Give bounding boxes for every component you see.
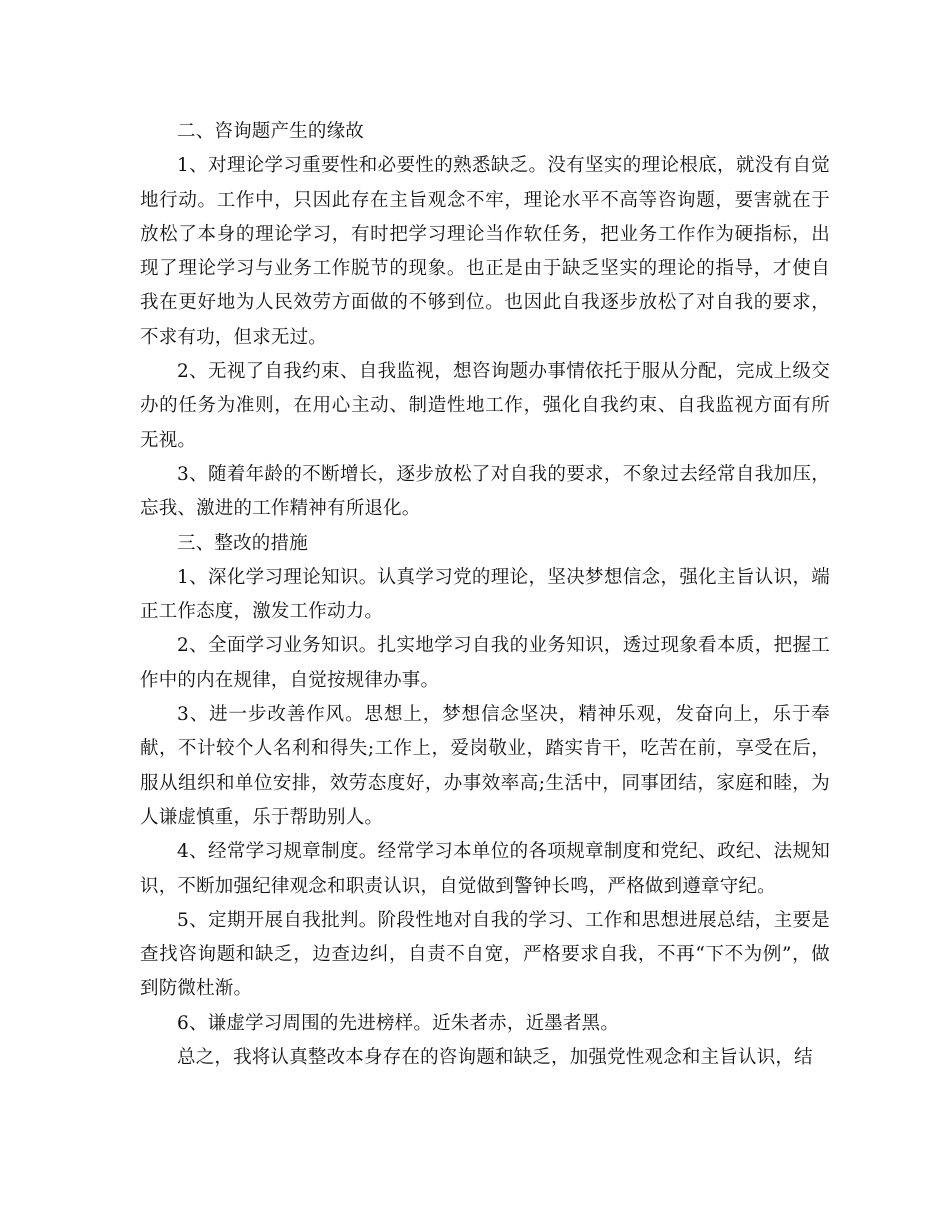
paragraph-measure-6: 6、谦虚学习周围的先进榜样。近朱者赤，近墨者黑。 <box>177 1012 620 1034</box>
paragraph-cause-3: 3、随着年龄的不断增长，逐步放松了对自我的要求，不象过去经常自我加压，忘我、激进的工作精神有所退化。 <box>140 463 830 520</box>
paragraph-cause-1: 1、对理论学习重要性和必要性的熟悉缺乏。没有坚实的理论根底，就没有自觉地行动。工作中，只因此存在主旨观念不牢，理论水平不高等咨询题，要害就在于放松了本身的理论学习，有时把学习理论当作软任务，把业务工作作为硬指标，出现了理论学习与业务工作脱节的现象。也正是由于缺乏坚实的理论的指导，才使自我在更好地为人民效劳方面做的不够到位。也因此自我逐步放松了对自我的要求，不求有功，但求无过。 <box>140 155 830 348</box>
paragraph-cause-2: 2、无视了自我约束、自我监视，想咨询题办事情依托于服从分配，完成上级交办的任务为准则，在用心主动、制造性地工作，强化自我约束、自我监视方面有所无视。 <box>140 361 830 451</box>
paragraph-conclusion: 总之，我将认真整改本身存在的咨询题和缺乏，加强党性观念和主旨认识，结 <box>177 1047 813 1069</box>
paragraph-measure-4: 4、经常学习规章制度。经常学习本单位的各项规章制度和党纪、政纪、法规知识，不断加强纪律观念和职责认识，自觉做到警钟长鸣，严格做到遵章守纪。 <box>140 841 830 897</box>
section-heading-causes: 二、咨询题产生的缘故 <box>177 121 365 142</box>
paragraph-measure-5: 5、定期开展自我批判。阶段性地对自我的学习、工作和思想进展总结，主要是查找咨询题和缺乏，边查边纠，自责不自宽，严格要求自我，不再“下不为例”，做到防微杜渐。 <box>140 909 830 1000</box>
paragraph-measure-1: 1、深化学习理论知识。认真学习党的理论，坚决梦想信念，强化主旨认识，端正工作态度，激发工作动力。 <box>140 566 830 623</box>
section-heading-measures: 三、整改的措施 <box>177 532 308 554</box>
paragraph-measure-2: 2、全面学习业务知识。扎实地学习自我的业务知识，透过现象看本质，把握工作中的内在规律，自觉按规律办事。 <box>140 635 830 691</box>
document-body <box>140 115 830 1075</box>
paragraph-measure-3: 3、进一步改善作风。思想上，梦想信念坚决，精神乐观，发奋向上，乐于奉献，不计较个人名利和得失;工作上，爱岗敬业，踏实肯干，吃苦在前，享受在后，服从组织和单位安排，效劳态度好，办事效率高;生活中，同事团结，家庭和睦，为人谦虚慎重，乐于帮助别人。 <box>140 704 830 828</box>
